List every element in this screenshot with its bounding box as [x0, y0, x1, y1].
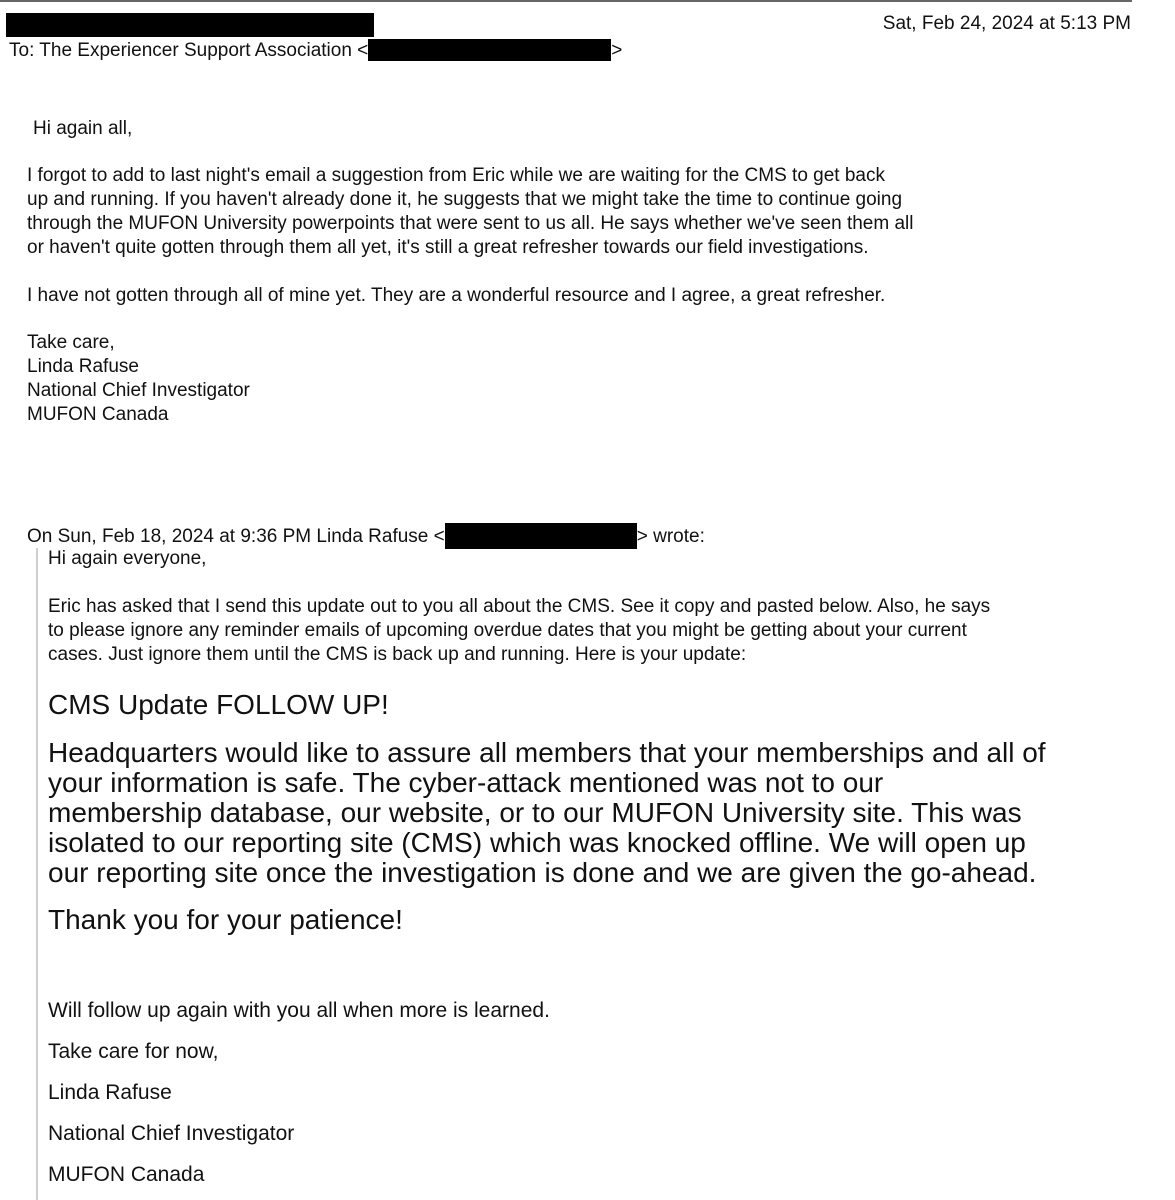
attribution-suffix: > wrote: — [636, 526, 705, 547]
update-line: membership database, our website, or to our MUFON University site. This was — [48, 797, 1022, 828]
message-paragraph-2: I have not gotten through all of mine yet. They are a wonderful resource and I agree, a great refresher. — [27, 285, 886, 306]
update-line: our reporting site once the investigation is done and we are given the go-ahead. — [48, 857, 1037, 888]
quoted-paragraph-1 — [48, 595, 990, 667]
redacted-recipient-email — [368, 39, 611, 61]
redacted-sender — [6, 13, 374, 37]
quoted-follow-up: Will follow up again with you all when more is learned. — [48, 999, 550, 1022]
message-signature — [27, 331, 250, 427]
update-line: Headquarters would like to assure all members that your memberships and all of — [48, 737, 1046, 768]
recipient-suffix: > — [611, 40, 623, 61]
quoted-signature-title: National Chief Investigator — [48, 1122, 295, 1145]
paragraph-line: up and running. If you haven't already done it, he suggests that we might take the time to continue going — [27, 189, 903, 210]
redacted-quoted-email — [445, 523, 637, 549]
paragraph-line: cases. Just ignore them until the CMS is back up and running. Here is your update: — [48, 644, 747, 665]
attribution-text: On Sun, Feb 18, 2024 at 9:36 PM Linda Rafuse < — [27, 526, 445, 547]
quote-attribution — [27, 523, 705, 549]
update-line: your information is safe. The cyber-attack mentioned was not to our — [48, 767, 884, 798]
update-body — [48, 738, 1046, 888]
top-divider — [0, 0, 1132, 2]
message-greeting: Hi again all, — [33, 118, 133, 139]
quote-bar — [36, 548, 38, 1200]
signature-line: MUFON Canada — [27, 404, 169, 425]
email-date: Sat, Feb 24, 2024 at 5:13 PM — [882, 13, 1131, 34]
recipient-label: To: The Experiencer Support Association < — [9, 40, 369, 61]
quoted-greeting: Hi again everyone, — [48, 548, 207, 569]
paragraph-line: Eric has asked that I send this update out to you all about the CMS. See it copy and pasted below. Also, he says — [48, 596, 991, 617]
update-thanks: Thank you for your patience! — [48, 904, 403, 935]
update-title: CMS Update FOLLOW UP! — [48, 689, 389, 720]
quoted-signature-org: MUFON Canada — [48, 1163, 205, 1186]
signature-line: Take care, — [27, 332, 115, 353]
paragraph-line: through the MUFON University powerpoints that were sent to us all. He says whether we've seen them all — [27, 213, 914, 234]
signature-line: National Chief Investigator — [27, 380, 250, 401]
recipient-line — [9, 39, 622, 62]
paragraph-line: I forgot to add to last night's email a suggestion from Eric while we are waiting for the CMS to get back — [27, 165, 885, 186]
quoted-closing: Take care for now, — [48, 1040, 219, 1063]
update-line: isolated to our reporting site (CMS) which was knocked offline. We will open up — [48, 827, 1026, 858]
message-paragraph-1 — [27, 164, 913, 260]
paragraph-line: to please ignore any reminder emails of upcoming overdue dates that you might be getting about your current — [48, 620, 967, 641]
paragraph-line: or haven't quite gotten through them all yet, it's still a great refresher towards our field investigations. — [27, 237, 869, 258]
quoted-signature-name: Linda Rafuse — [48, 1081, 172, 1104]
signature-line: Linda Rafuse — [27, 356, 139, 377]
